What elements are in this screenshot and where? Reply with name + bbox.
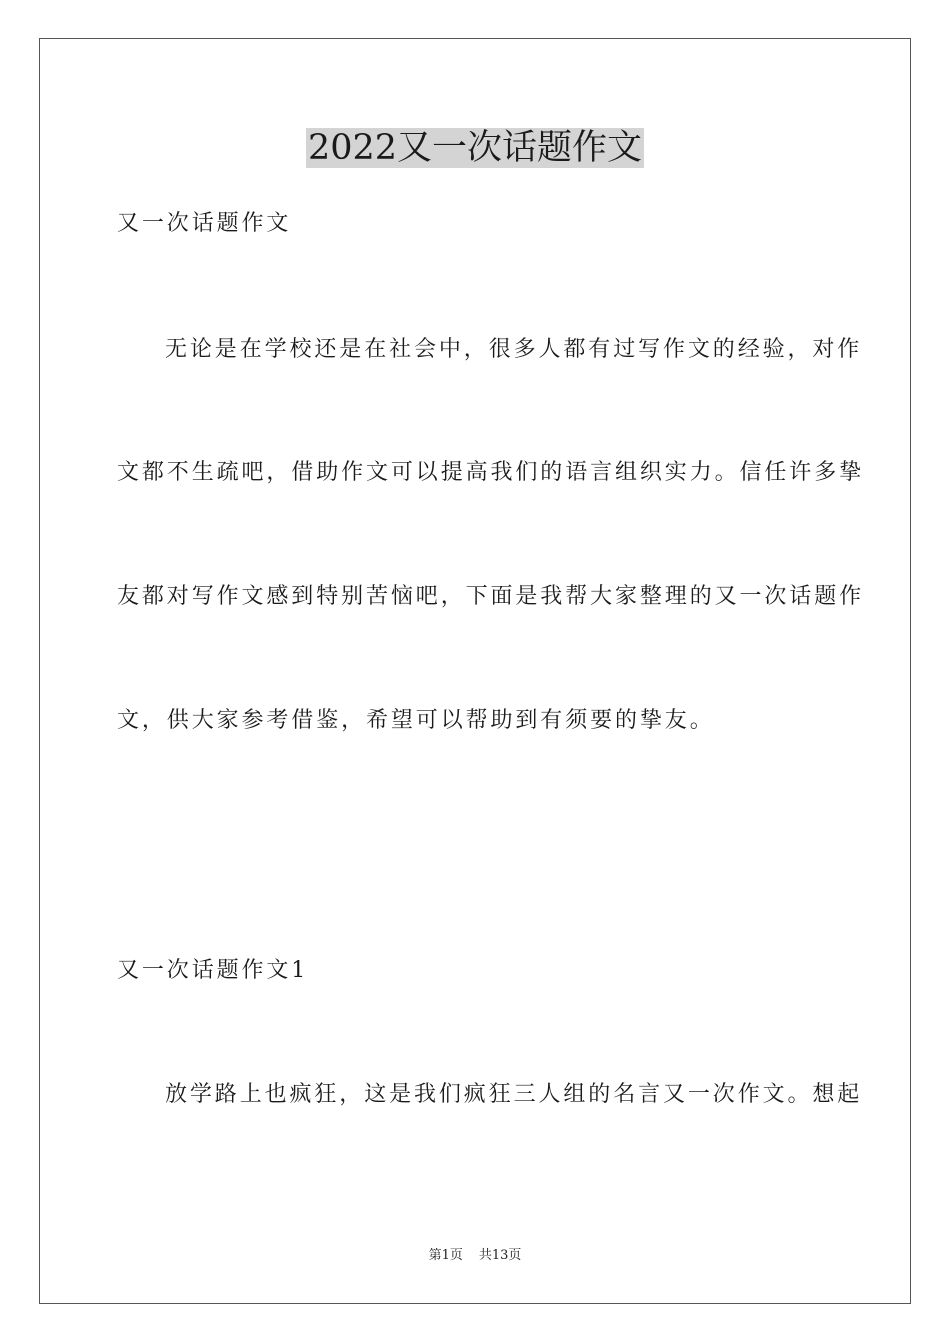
intro-line-2: 文都不生疏吧，借助作文可以提高我们的语言组织实力。信任许多挚 bbox=[117, 460, 865, 485]
document-subtitle: 又一次话题作文 bbox=[117, 211, 292, 236]
intro-line-3: 友都对写作文感到特别苦恼吧，下面是我帮大家整理的又一次话题作 bbox=[117, 584, 865, 609]
document-title bbox=[0, 124, 950, 172]
page-footer bbox=[0, 1247, 950, 1265]
page-number: 第1页 bbox=[428, 1248, 463, 1263]
section-heading: 又一次话题作文1 bbox=[117, 958, 309, 983]
intro-line-4: 文，供大家参考借鉴，希望可以帮助到有须要的挚友。 bbox=[117, 708, 715, 733]
document-title-text: 2022又一次话题作文 bbox=[307, 128, 643, 168]
page-total: 共13页 bbox=[478, 1248, 522, 1263]
intro-line-1: 无论是在学校还是在社会中，很多人都有过写作文的经验，对作 bbox=[165, 337, 863, 362]
section-line-1: 放学路上也疯狂，这是我们疯狂三人组的名言又一次作文。想起 bbox=[165, 1082, 863, 1107]
